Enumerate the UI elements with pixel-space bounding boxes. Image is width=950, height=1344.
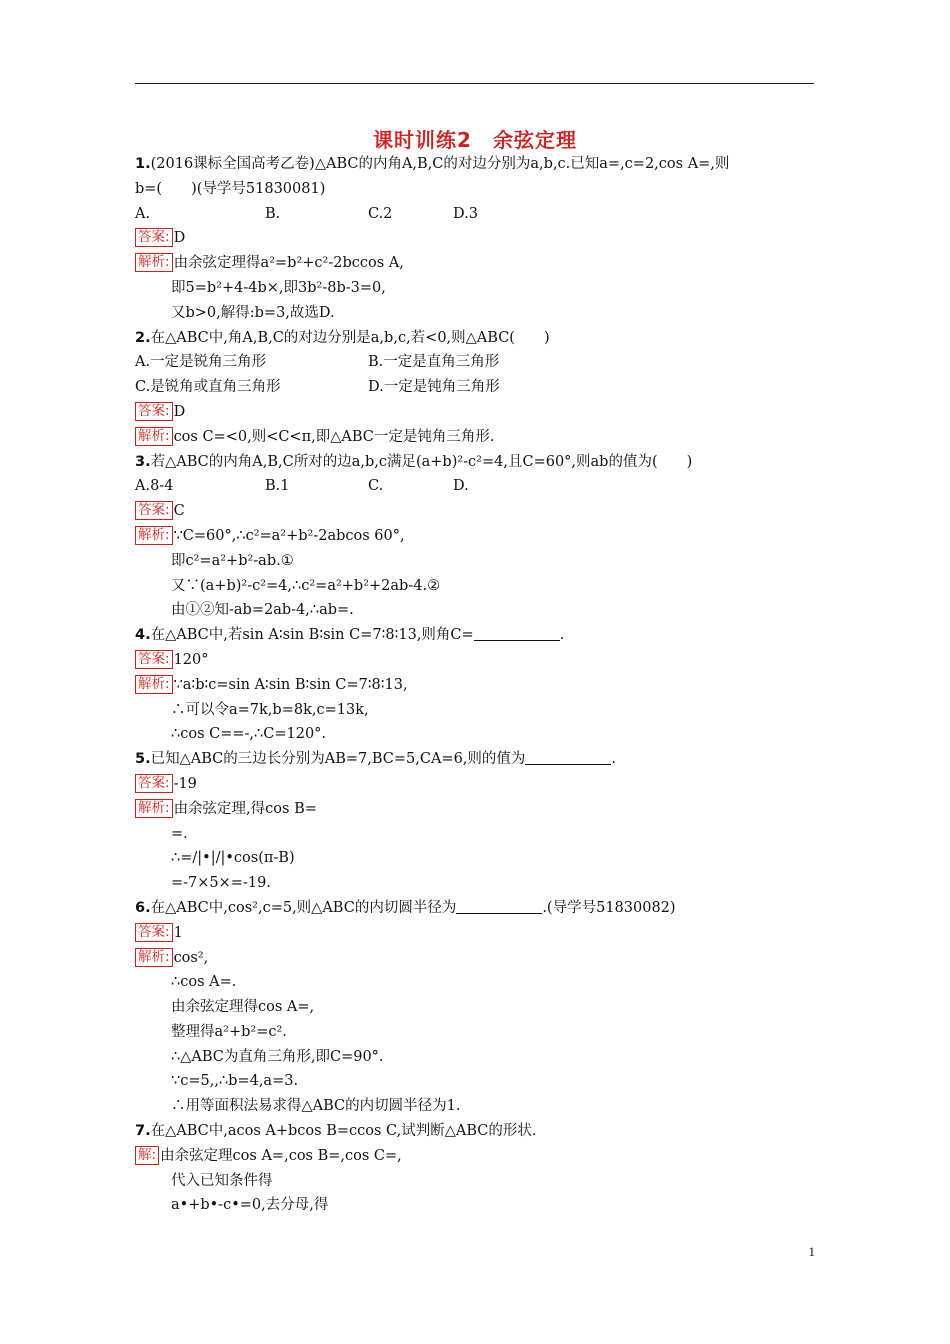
analysis-tag: 解析: bbox=[135, 253, 173, 272]
analysis-tag: 解析: bbox=[135, 948, 173, 967]
q1-analysis-line: 即5=b²+4-4b×,即3b²-8b-3=0, bbox=[171, 279, 386, 296]
q1-option-d: D.3 bbox=[453, 205, 478, 222]
analysis-tag: 解析: bbox=[135, 526, 173, 545]
exercise-content bbox=[135, 152, 825, 1218]
q3-analysis: 解析: ∵C=60°,∴c²=a²+b²-2abcos 60°, bbox=[135, 524, 825, 549]
q2-stem: 2.在△ABC中,角A,B,C的对边分别是a,b,c,若<0,则△ABC( ) bbox=[135, 329, 550, 346]
q5-number: 5. bbox=[135, 751, 151, 768]
analysis-tag: 解析: bbox=[135, 799, 173, 818]
q4-number: 4. bbox=[135, 627, 151, 644]
q1-analysis: 解析: 由余弦定理得a²=b²+c²-2bccos A, bbox=[135, 251, 825, 276]
header-rule bbox=[135, 83, 814, 84]
q3-option-a: A.8-4 bbox=[135, 478, 174, 495]
q5-analysis-line: =-7×5×=-19. bbox=[171, 875, 271, 892]
q3-options bbox=[135, 474, 825, 499]
q7-solution: 解: 由余弦定理cos A=,cos B=,cos C=, bbox=[135, 1144, 825, 1169]
q2-option-c: C.是锐角或直角三角形 bbox=[135, 379, 281, 396]
answer-tag: 答案: bbox=[135, 402, 173, 421]
answer-tag: 答案: bbox=[135, 501, 173, 520]
q6-analysis-line: ∴cos A=. bbox=[171, 974, 237, 991]
q2-options-row1 bbox=[135, 350, 825, 375]
q2-option-a: A.一定是锐角三角形 bbox=[135, 354, 267, 371]
q1-option-b: B. bbox=[265, 205, 281, 222]
q5-analysis: 解析: 由余弦定理,得cos B= bbox=[135, 797, 825, 822]
q1-stem-cont: b=( )(导学号51830081) bbox=[135, 180, 326, 197]
answer-tag: 答案: bbox=[135, 228, 173, 247]
q2-option-d: D.一定是钝角三角形 bbox=[368, 379, 500, 396]
analysis-tag: 解析: bbox=[135, 675, 173, 694]
q7-number: 7. bbox=[135, 1123, 151, 1140]
q1-analysis-line: 又b>0,解得:b=3,故选D. bbox=[171, 304, 335, 321]
page-title: 课时训练2 余弦定理 bbox=[373, 128, 577, 152]
q4-analysis: 解析: ∵a∶b∶c=sin A∶sin B∶sin C=7∶8∶13, bbox=[135, 673, 825, 698]
q3-number: 3. bbox=[135, 453, 151, 470]
q2-option-b: B.一定是直角三角形 bbox=[368, 354, 500, 371]
q1-options bbox=[135, 202, 825, 227]
q5-answer: 答案: -19 bbox=[135, 772, 825, 797]
q5-analysis-line: =. bbox=[171, 825, 188, 842]
q6-analysis-line: 整理得a²+b²=c². bbox=[171, 1023, 287, 1040]
q4-analysis-line: ∴cos C==-,∴C=120°. bbox=[171, 726, 327, 743]
answer-tag: 答案: bbox=[135, 923, 173, 942]
q2-answer: 答案: D bbox=[135, 400, 825, 425]
q7-solution-line: a•+b•-c•=0,去分母,得 bbox=[171, 1197, 329, 1214]
q6-analysis-line: 由余弦定理得cos A=, bbox=[171, 999, 315, 1016]
solution-tag: 解: bbox=[135, 1146, 159, 1165]
q1-option-c: C.2 bbox=[368, 205, 393, 222]
answer-tag: 答案: bbox=[135, 774, 173, 793]
q4-answer-blank bbox=[474, 626, 560, 641]
q1-stem: 1.(2016课标全国高考乙卷)△ABC的内角A,B,C的对边分别为a,b,c.已知a=,c=2,cos A=,则 bbox=[135, 156, 730, 172]
q4-stem: 4.在△ABC中,若sin A∶sin B∶sin C=7∶8∶13,则角C= . bbox=[135, 627, 565, 644]
q1-answer: 答案: D bbox=[135, 226, 825, 251]
q6-number: 6. bbox=[135, 899, 151, 916]
q3-option-b: B.1 bbox=[265, 478, 290, 495]
q6-analysis-line: ∴△ABC为直角三角形,即C=90°. bbox=[171, 1048, 384, 1065]
q6-analysis-line: ∴用等面积法易求得△ABC的内切圆半径为1. bbox=[171, 1098, 461, 1115]
q2-number: 2. bbox=[135, 329, 151, 346]
q3-stem: 3.若△ABC的内角A,B,C所对的边a,b,c满足(a+b)²-c²=4,且C=60°,则ab的值为( ) bbox=[135, 453, 693, 470]
q4-answer: 答案: 120° bbox=[135, 648, 825, 673]
q7-stem: 7.在△ABC中,acos A+bcos B=ccos C,试判断△ABC的形状. bbox=[135, 1123, 537, 1140]
q3-answer: 答案: C bbox=[135, 499, 825, 524]
q2-options-row2 bbox=[135, 375, 825, 400]
answer-tag: 答案: bbox=[135, 650, 173, 669]
q1-number: 1. bbox=[135, 156, 151, 172]
q5-answer-blank bbox=[525, 750, 611, 765]
analysis-tag: 解析: bbox=[135, 427, 173, 446]
q2-analysis: 解析: cos C=<0,则<C<π,即△ABC一定是钝角三角形. bbox=[135, 425, 825, 450]
q6-analysis: 解析: cos², bbox=[135, 946, 825, 971]
q3-analysis-line: 又∵(a+b)²-c²=4,∴c²=a²+b²+2ab-4.② bbox=[171, 577, 441, 594]
q6-answer: 答案: 1 bbox=[135, 921, 825, 946]
q6-analysis-line: ∵c=5,,∴b=4,a=3. bbox=[171, 1073, 299, 1090]
q3-option-d: D. bbox=[453, 478, 469, 495]
q3-analysis-line: 即c²=a²+b²-ab.① bbox=[171, 552, 294, 569]
q5-analysis-line: ∴=/|•|/|•cos(π-B) bbox=[171, 850, 295, 867]
q5-stem: 5.已知△ABC的三边长分别为AB=7,BC=5,CA=6,则的值为 . bbox=[135, 751, 617, 768]
q6-answer-blank bbox=[456, 899, 542, 914]
q4-analysis-line: ∴可以令a=7k,b=8k,c=13k, bbox=[171, 701, 369, 718]
q7-solution-line: 代入已知条件得 bbox=[171, 1172, 273, 1189]
page-number: 1 bbox=[808, 1244, 815, 1259]
q6-stem: 6.在△ABC中,cos²,c=5,则△ABC的内切圆半径为 .(导学号51830082) bbox=[135, 899, 676, 916]
q3-analysis-line: 由①②知-ab=2ab-4,∴ab=. bbox=[171, 602, 354, 619]
q3-option-c: C. bbox=[368, 478, 384, 495]
q1-option-a: A. bbox=[135, 205, 151, 222]
